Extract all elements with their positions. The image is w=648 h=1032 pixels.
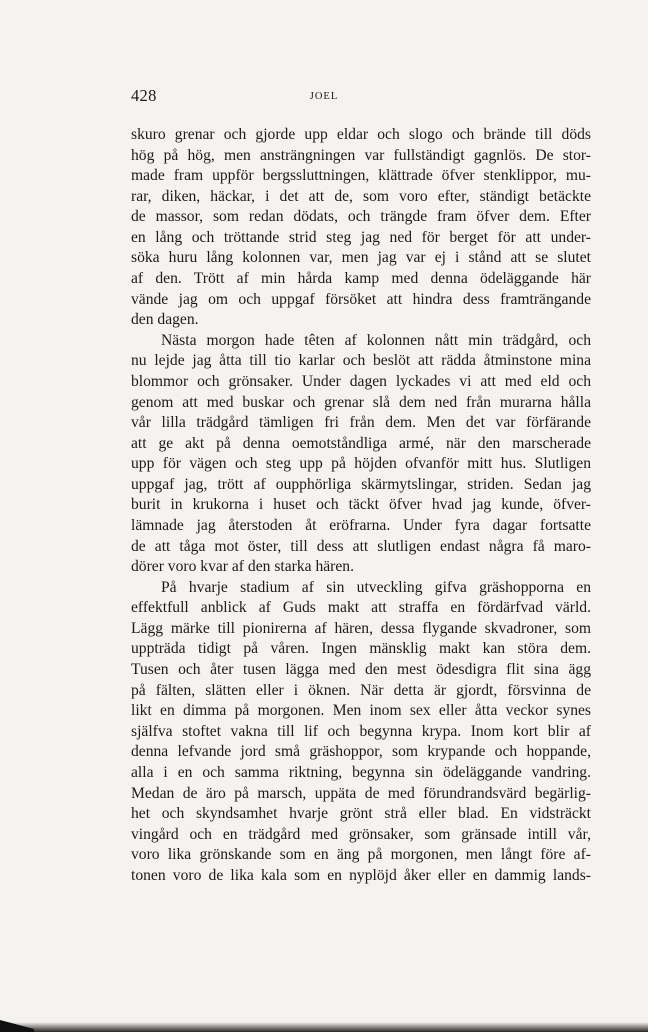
text-line: blommor och grönsaker. Under dagen lyckades vi att med eld och [131, 372, 591, 390]
text-line: vände jag om och uppgaf försöket att hindra dess framträngande [131, 290, 591, 308]
text-line: hög på hög, men ansträngningen var fullständigt gagnlös. De stor- [131, 146, 591, 164]
text-line: rar, diken, häckar, i det att de, som voro efter, ständigt betäckte [131, 187, 591, 205]
text-line: lämnade jag återstoden åt eröfrarna. Under fyra dagar fortsatte [131, 516, 591, 534]
text-line: själfva stoftet vakna till lif och begynna krypa. Inom kort blir af [131, 722, 591, 740]
text-line: en lång och tröttande strid steg jag ned för berget för att under- [131, 228, 591, 246]
text-line: söka huru lång kolonnen var, men jag var ej i stånd att se slutet [131, 249, 591, 267]
text-line: likt en dimma på morgonen. Men inom sex eller åtta veckor synes [131, 702, 591, 720]
text-line: upp för vägen och steg upp på höjden ofvanför mitt hus. Slutligen [131, 455, 591, 473]
text-line: Medan de äro på marsch, uppäta de med förundrandsvärd begärlig- [131, 784, 591, 802]
text-line: de massor, som redan dödats, och trängde fram öfver dem. Efter [131, 208, 591, 226]
text-line: uppträda tidigt på våren. Ingen mänsklig makt kan störa dem. [131, 640, 591, 658]
text-line: Nästa morgon hade têten af kolonnen nått min trädgård, och [161, 331, 591, 349]
text-line: tonen voro de lika kala som en nyplöjd åker eller en dammig lands- [131, 866, 591, 884]
text-line: den dagen. [131, 311, 199, 329]
running-head: JOEL [309, 91, 339, 102]
text-line: het och skyndsamhet hvarje grönt strå eller blad. En vidsträckt [131, 805, 591, 823]
body-text [131, 125, 591, 886]
text-line: effektfull anblick af Guds makt att straffa en fördärfvad värld. [131, 599, 591, 617]
text-line: burit in krukorna i huset och täckt öfver hvad jag kunde, öfver- [131, 496, 591, 514]
text-line: af den. Trött af min hårda kamp med denna ödeläggande här [131, 270, 591, 288]
text-line: dörer voro kvar af den starka hären. [131, 558, 354, 576]
text-line: genom att med buskar och grenar slå dem ned från murarna hålla [131, 393, 591, 411]
text-line: vår lilla trädgård tämligen fri från dem. Men det var förfärande [131, 414, 591, 432]
page-number: 428 [131, 86, 157, 105]
text-line: voro lika grönskande som en äng på morgonen, men långt före af- [131, 846, 591, 864]
text-line: Lägg märke till pionirerna af hären, dessa flygande skvadroner, som [131, 619, 591, 637]
page-bottom-edge [0, 1022, 648, 1032]
text-line: På hvarje stadium af sin utveckling gifva gräshopporna en [161, 578, 591, 596]
text-line: nu lejde jag åtta till tio karlar och beslöt att rädda åtminstone mina [131, 352, 591, 370]
text-line: skuro grenar och gjorde upp eldar och slogo och brände till döds [131, 126, 591, 143]
text-line: på fälten, slätten eller i öknen. När detta är gjordt, försvinna de [131, 681, 591, 699]
text-line: vingård och en trädgård med grönsaker, som gränsade intill vår, [131, 825, 591, 843]
text-line: de att tåga mot öster, till dess att slutligen endast några få maro- [131, 537, 591, 555]
text-line: att ge akt på denna oemotståndliga armé, när den marscherade [131, 434, 591, 452]
text-line: Tusen och åter tusen lägga med den mest ödesdigra flit sina ägg [131, 661, 591, 679]
text-line: uppgaf jag, trött af oupphörliga skärmytslingar, striden. Sedan jag [131, 475, 591, 493]
text-line: made fram uppför bergssluttningen, klättrade öfver stenklippor, mu- [131, 167, 591, 185]
text-line: alla i en och samma riktning, begynna sin ödeläggande vandring. [131, 763, 591, 781]
text-line: denna lefvande jord små gräshoppor, som krypande och hoppande, [131, 743, 591, 761]
